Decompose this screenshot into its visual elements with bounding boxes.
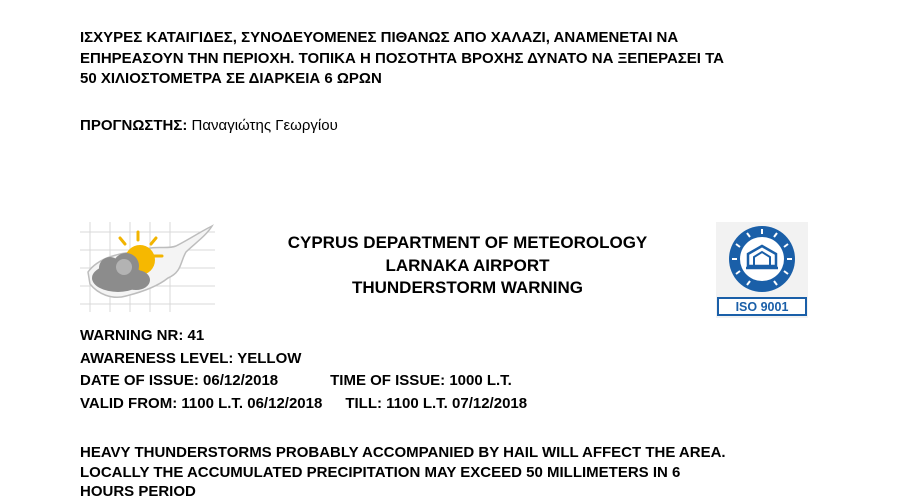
meteorology-logo: [80, 222, 215, 312]
airport-title: LARNAKA AIRPORT: [385, 255, 550, 275]
warning-number: WARNING NR: 41: [80, 327, 205, 344]
warning-details: [80, 325, 527, 415]
department-title: CYPRUS DEPARTMENT OF METEOROLOGY: [287, 233, 648, 252]
valid-from: VALID FROM: 1100 L.T. 06/12/2018: [80, 394, 323, 412]
iso-seal-icon: [716, 222, 808, 318]
document-header: [230, 232, 705, 300]
iso-certification-logo: [716, 222, 808, 318]
greek-warning-line: ΕΠΗΡΕΑΣΟΥΝ ΤΗΝ ΠΕΡΙΟΧΗ. ΤΟΠΙΚΑ Η ΠΟΣΟΤΗΤΑ ΒΡΟΧΗΣ ΔΥΝΑΤΟ ΝΑ ΞΕΠΕΡΑΣΕΙ ΤΑ: [80, 49, 725, 67]
english-warning-line: HEAVY THUNDERSTORMS PROBABLY ACCOMPANIED BY HAIL WILL AFFECT THE AREA.: [80, 444, 726, 461]
english-warning-line: LOCALLY THE ACCUMULATED PRECIPITATION MAY EXCEED 50 MILLIMETERS IN 6: [80, 463, 681, 481]
cyprus-weather-icon: [80, 222, 215, 312]
time-of-issue: TIME OF ISSUE: 1000 L.T.: [330, 372, 512, 390]
greek-warning-line: 50 ΧΙΛΙΟΣΤΟΜΕΤΡΑ ΣΕ ΔΙΑΡΚΕΙΑ 6 ΩΡΩΝ: [80, 70, 382, 87]
date-of-issue: DATE OF ISSUE: 06/12/2018: [80, 372, 279, 390]
forecaster-label: ΠΡΟΓΝΩΣΤΗΣ:: [80, 117, 188, 134]
greek-warning-text: [80, 28, 840, 90]
warning-type-title: THUNDERSTORM WARNING: [351, 278, 584, 297]
forecaster-line: [80, 116, 338, 137]
english-warning-line: HOURS PERIOD: [80, 483, 196, 500]
valid-till: TILL: 1100 L.T. 07/12/2018: [345, 394, 528, 412]
validity-row: [80, 393, 527, 416]
greek-warning-line: ΙΣΧΥΡΕΣ ΚΑΤΑΙΓΙΔΕΣ, ΣΥΝΟΔΕΥΟΜΕΝΕΣ ΠΙΘΑΝΩΣ ΑΠΟ ΧΑΛΑΖΙ, ΑΝΑΜΕΝΕΤΑΙ ΝΑ: [80, 29, 679, 46]
awareness-level: AWARENESS LEVEL: YELLOW: [80, 349, 302, 367]
english-warning-text: [80, 443, 860, 502]
forecaster-name: Παναγιώτης Γεωργίου: [191, 117, 338, 134]
iso-label: ISO 9001: [735, 300, 789, 314]
issue-row: [80, 370, 527, 393]
